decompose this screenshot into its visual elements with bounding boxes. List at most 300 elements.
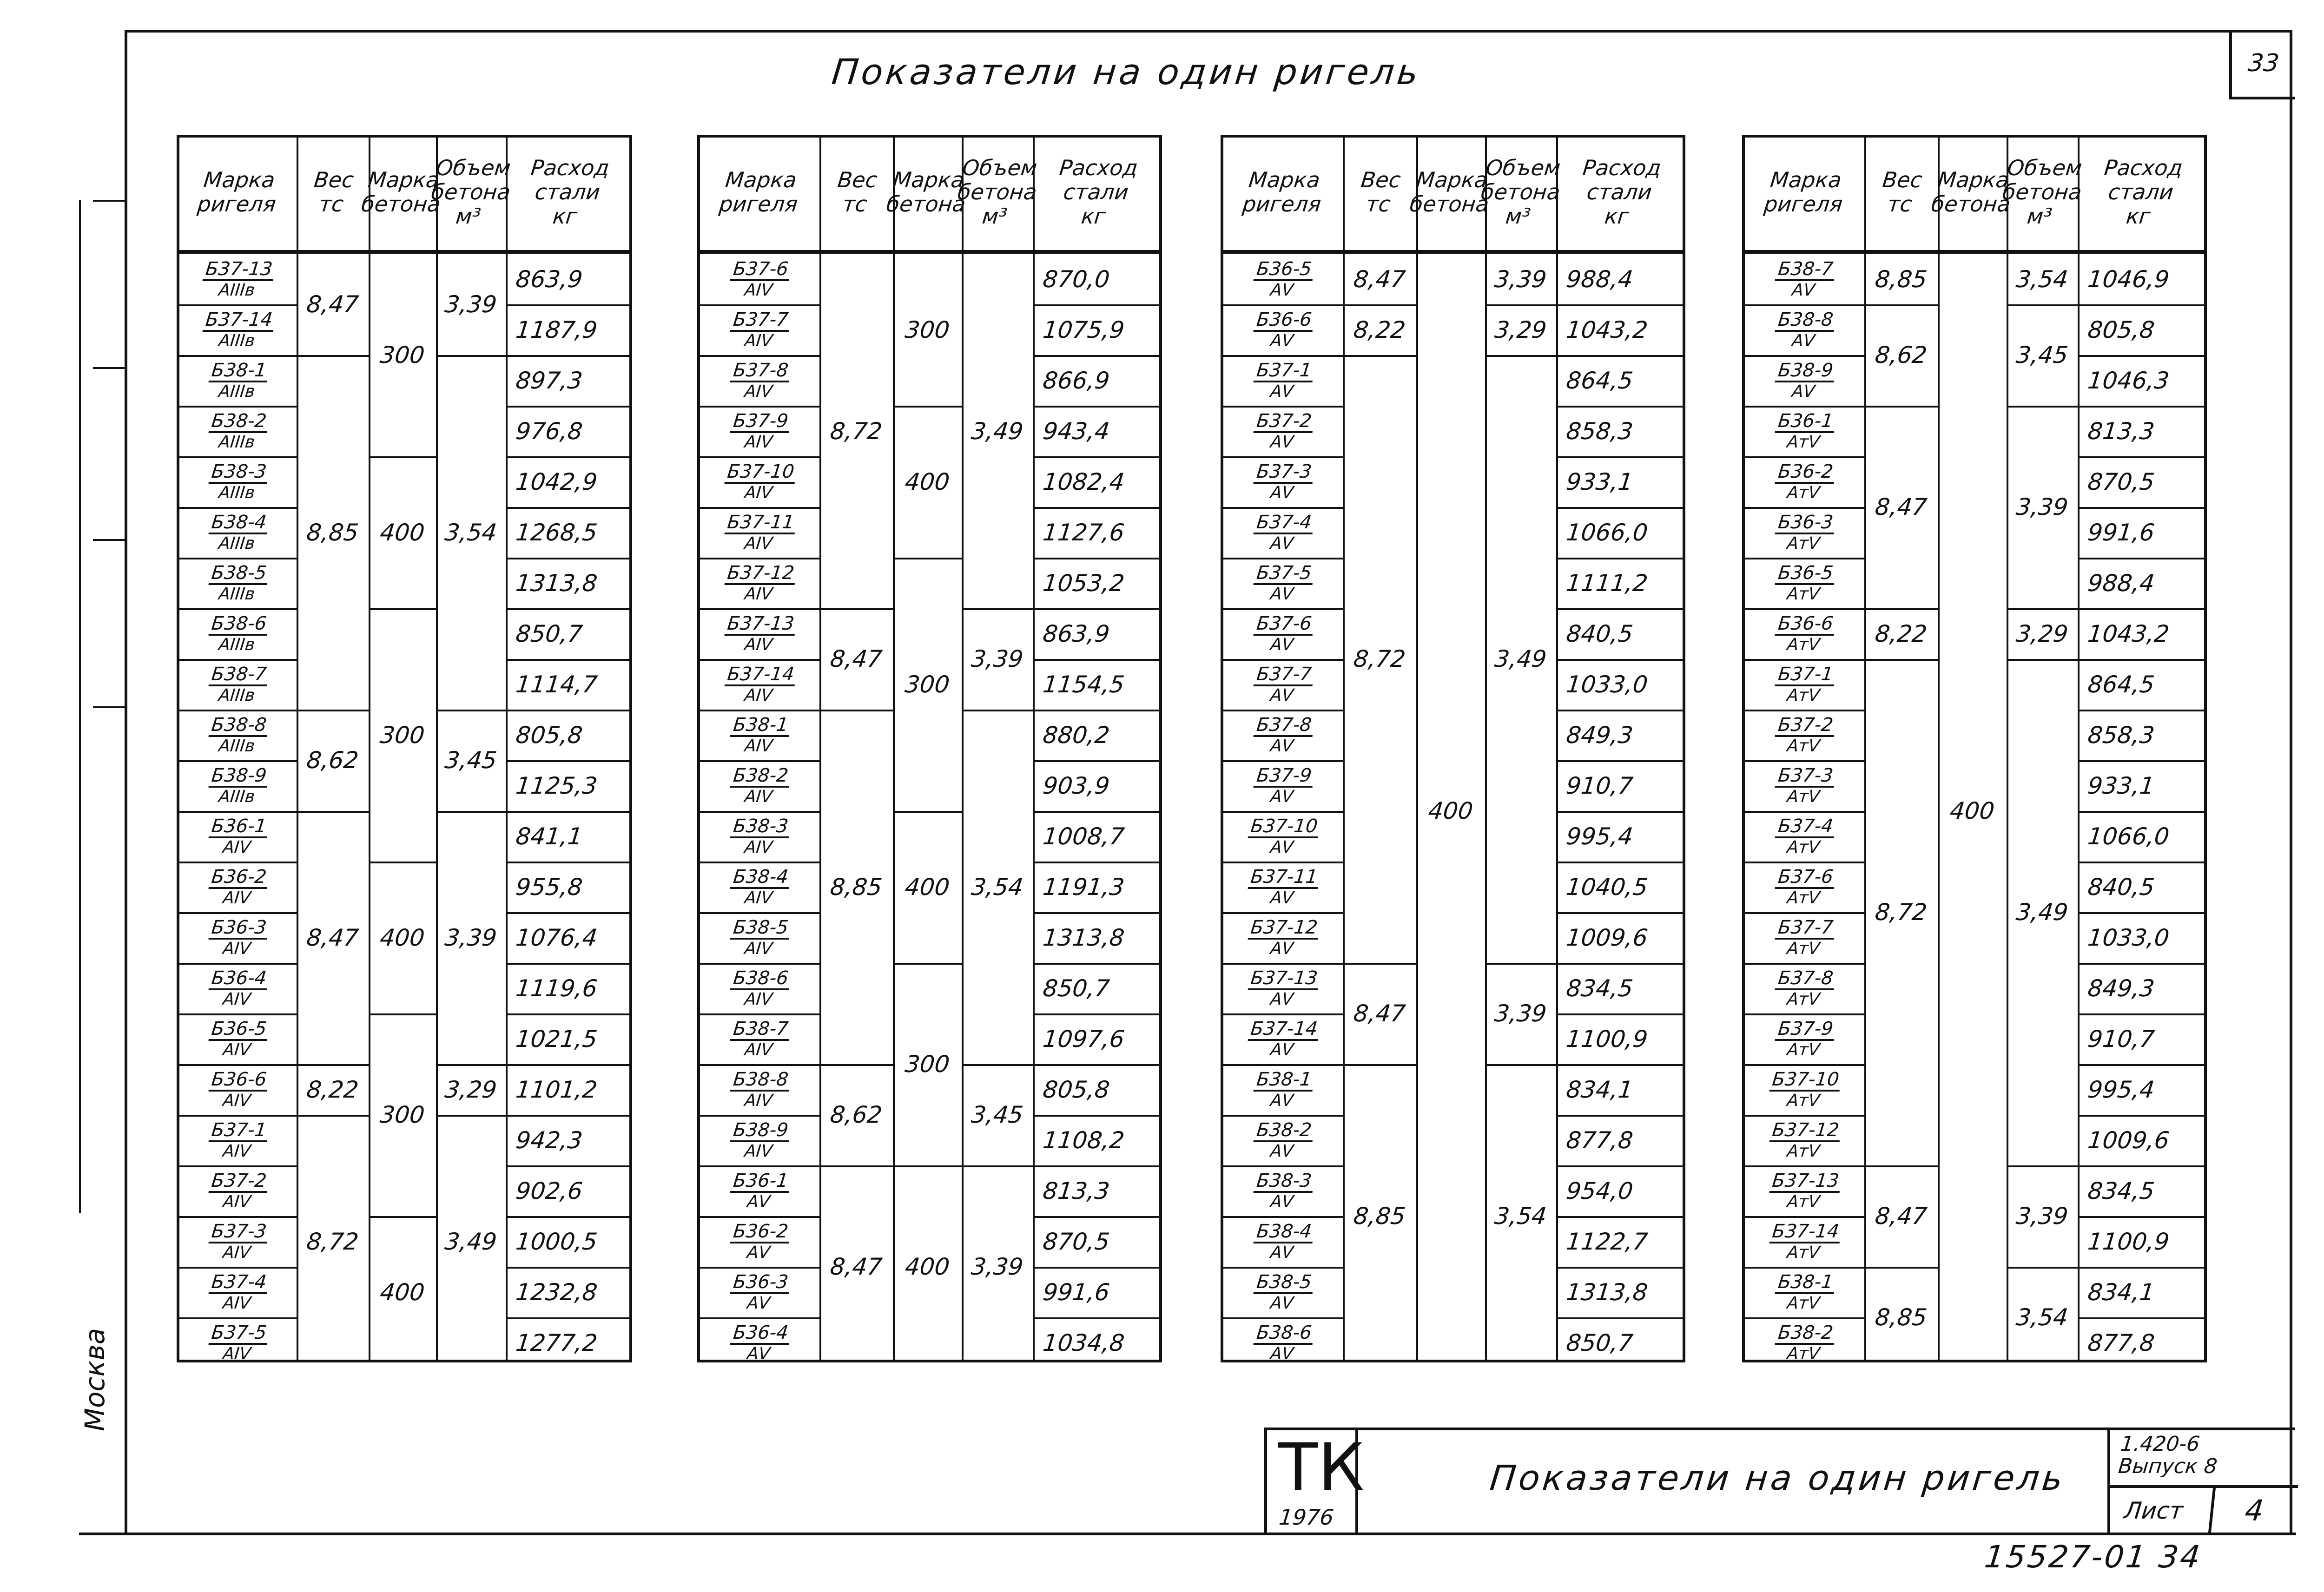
steel-class: АIV <box>222 837 252 857</box>
steel-class: АтV <box>1786 837 1821 857</box>
row-divider <box>700 811 819 813</box>
header-line: Марка <box>1936 167 2011 192</box>
volume-cell: 3,39 <box>970 1253 1025 1280</box>
table-row-mark <box>177 558 299 608</box>
beam-mark: Б38-9 <box>1775 360 1836 382</box>
beam-mark: Б37-2 <box>208 1171 269 1193</box>
header-line: Объем <box>1485 155 1562 180</box>
beam-mark: Б38-2 <box>1254 1120 1314 1142</box>
header-line: Марка <box>891 167 966 192</box>
group-divider <box>2007 1165 2078 1167</box>
row-divider <box>700 507 819 509</box>
table-row-mark <box>1742 1267 1867 1317</box>
beam-mark: Б37-4 <box>1775 816 1836 838</box>
volume-cell: 3,49 <box>1493 645 1548 672</box>
group-divider <box>2007 1267 2078 1269</box>
row-divider <box>1223 355 1343 357</box>
beam-mark: Б37-5 <box>208 1322 269 1345</box>
steel-class: АIV <box>222 1293 252 1313</box>
steel-consumption: 955,8 <box>514 873 584 901</box>
row-divider <box>1556 1165 1683 1167</box>
beam-mark: Б37-9 <box>1775 1019 1836 1041</box>
row-divider <box>179 1267 297 1269</box>
row-divider <box>179 963 297 965</box>
group-divider <box>893 1165 962 1167</box>
sheet-label: Лист <box>2122 1497 2185 1524</box>
group-divider <box>1485 963 1556 965</box>
weight-cell: 8,47 <box>1352 265 1407 293</box>
steel-class: АIV <box>743 1040 774 1059</box>
side-tick <box>93 539 125 541</box>
weight-cell: 8,22 <box>305 1076 360 1103</box>
table-row-mark <box>1221 558 1345 608</box>
steel-consumption: 1033,0 <box>1565 671 1650 698</box>
header-line: бетона <box>1930 191 2012 217</box>
header-line: Марка <box>202 167 277 192</box>
table-row-mark <box>1742 304 1867 355</box>
steel-consumption: 1125,3 <box>514 772 599 799</box>
weight-cell: 8,85 <box>1874 1304 1928 1331</box>
row-divider <box>179 507 297 509</box>
volume-cell: 3,49 <box>2014 899 2070 926</box>
steel-consumption: 1187,9 <box>514 316 599 343</box>
table-row-mark <box>1221 963 1345 1013</box>
steel-consumption: 1066,0 <box>2086 822 2171 850</box>
group-divider <box>893 963 962 965</box>
row-divider <box>1556 760 1683 762</box>
group-divider <box>369 1216 436 1218</box>
table-row-mark <box>1221 254 1345 304</box>
steel-consumption: 1277,2 <box>514 1329 599 1356</box>
header-line: Расход <box>2103 155 2184 180</box>
row-divider <box>506 1267 629 1269</box>
header-line: тс <box>841 191 869 217</box>
group-divider <box>819 710 893 711</box>
row-divider <box>2078 507 2204 509</box>
weight-cell: 8,62 <box>1874 342 1928 368</box>
group-divider <box>1343 355 1416 357</box>
row-divider <box>1033 1165 1159 1167</box>
row-divider <box>700 710 819 711</box>
table-row-mark <box>1742 710 1867 760</box>
row-divider <box>506 507 629 509</box>
steel-consumption: 864,5 <box>2086 671 2156 698</box>
steel-class: АV <box>1791 280 1816 300</box>
beam-mark: Б37-14 <box>203 309 276 332</box>
header-line: стали <box>534 179 601 204</box>
steel-class: АV <box>1269 1192 1294 1211</box>
beam-mark: Б36-2 <box>730 1221 791 1243</box>
beam-mark: Б37-8 <box>1775 968 1836 990</box>
table-row-mark <box>1742 507 1867 558</box>
row-divider <box>179 710 297 711</box>
header-mark <box>694 138 825 246</box>
beam-mark: Б37-13 <box>1769 1171 1842 1193</box>
group-divider <box>1864 659 1938 661</box>
volume-cell: 3,39 <box>443 291 498 318</box>
row-divider <box>1223 406 1343 408</box>
header-line: ригеля <box>1241 191 1322 217</box>
steel-consumption: 866,9 <box>1041 367 1111 394</box>
frame-bottom-line <box>79 1533 2296 1535</box>
beam-mark: Б38-1 <box>208 360 269 382</box>
beam-mark: Б38-3 <box>1254 1171 1314 1193</box>
steel-class: АIIIв <box>218 382 256 401</box>
steel-consumption: 1127,6 <box>1041 519 1126 546</box>
steel-consumption: 1100,9 <box>1565 1025 1650 1053</box>
row-divider <box>506 456 629 458</box>
header-concrete <box>360 138 442 246</box>
sheet-number-box <box>2229 30 2295 99</box>
row-divider <box>179 304 297 306</box>
series-code <box>2117 1433 2221 1478</box>
row-divider <box>1556 963 1683 965</box>
beam-mark: Б37-13 <box>203 259 276 281</box>
beam-mark: Б36-1 <box>1775 411 1836 433</box>
table-row-mark <box>1221 456 1345 507</box>
row-divider <box>1745 1165 1864 1167</box>
row-divider <box>2078 1267 2204 1269</box>
beam-mark: Б36-5 <box>208 1019 269 1041</box>
row-divider <box>506 912 629 914</box>
table-row-mark <box>697 456 822 507</box>
concrete-cell: 300 <box>904 671 951 698</box>
row-divider <box>1223 1115 1343 1117</box>
page-title: Показатели на один ригель <box>830 51 1423 92</box>
steel-consumption: 1119,6 <box>514 974 599 1002</box>
row-divider <box>179 1013 297 1015</box>
row-divider <box>506 1013 629 1015</box>
beam-mark: Б36-4 <box>208 968 269 990</box>
steel-consumption: 933,1 <box>1565 468 1635 495</box>
header-line: Расход <box>529 155 611 180</box>
row-divider <box>506 608 629 610</box>
publisher-logo-box <box>1267 1430 1364 1533</box>
row-divider <box>1556 1013 1683 1015</box>
header-steel <box>1551 138 1689 246</box>
row-divider <box>506 406 629 408</box>
header-line: м³ <box>981 204 1009 229</box>
header-line: кг <box>1080 204 1107 229</box>
steel-consumption: 897,3 <box>514 367 584 394</box>
beam-mark: Б38-8 <box>1775 309 1836 332</box>
steel-class: АIV <box>222 1344 252 1363</box>
volume-cell: 3,29 <box>443 1076 498 1103</box>
group-divider <box>1343 304 1416 306</box>
steel-consumption: 1082,4 <box>1041 468 1126 495</box>
group-divider <box>1485 355 1556 357</box>
steel-consumption: 995,4 <box>1565 822 1635 850</box>
row-divider <box>1033 963 1159 965</box>
volume-cell: 3,54 <box>2014 265 2070 293</box>
beam-mark: Б38-6 <box>1254 1322 1314 1345</box>
steel-class: АтV <box>1786 685 1821 705</box>
steel-consumption: 1033,0 <box>2086 924 2171 951</box>
table-row-mark <box>177 456 299 507</box>
table-row-mark <box>1742 862 1867 912</box>
row-divider <box>700 406 819 408</box>
steel-class: АV <box>1269 685 1294 705</box>
row-divider <box>179 1165 297 1167</box>
steel-consumption: 849,3 <box>1565 721 1635 749</box>
beam-mark: Б37-11 <box>724 512 797 534</box>
steel-class: АтV <box>1786 1091 1821 1110</box>
steel-class: АтV <box>1786 888 1821 908</box>
steel-consumption: 1009,6 <box>1565 924 1650 951</box>
beam-mark: Б38-5 <box>730 917 791 940</box>
row-divider <box>2078 456 2204 458</box>
archive-number: 15527-01 34 <box>1982 1539 2204 1575</box>
steel-consumption: 910,7 <box>1565 772 1635 799</box>
beam-mark: Б37-3 <box>1254 461 1314 484</box>
header-line: кг <box>551 204 579 229</box>
beam-mark: Б38-4 <box>208 512 269 534</box>
row-divider <box>1223 608 1343 610</box>
table-row-mark <box>1221 1115 1345 1165</box>
table-row-mark <box>177 254 299 304</box>
beam-mark: Б36-6 <box>1254 309 1314 332</box>
row-divider <box>1556 912 1683 914</box>
row-divider <box>700 912 819 914</box>
row-divider <box>506 1064 629 1066</box>
volume-cell: 3,49 <box>970 417 1025 445</box>
header-line: Марка <box>1769 167 1843 192</box>
group-divider <box>436 710 506 711</box>
row-divider <box>1033 1064 1159 1066</box>
table-row-mark <box>1221 659 1345 710</box>
steel-consumption: 1009,6 <box>2086 1126 2171 1154</box>
table-header <box>1223 138 1683 254</box>
row-divider <box>179 760 297 762</box>
steel-consumption: 1046,3 <box>2086 367 2171 394</box>
header-line: Расход <box>1581 155 1663 180</box>
row-divider <box>1033 1216 1159 1218</box>
side-strip-line <box>79 200 81 1213</box>
header-mark <box>1218 138 1349 246</box>
steel-class: АIV <box>222 1141 252 1161</box>
table-row-mark <box>177 1115 299 1165</box>
group-divider <box>369 608 436 610</box>
beam-mark: Б38-6 <box>730 968 791 990</box>
group-divider <box>819 1064 893 1066</box>
weight-cell: 8,62 <box>305 747 360 774</box>
steel-class: АтV <box>1786 1293 1821 1313</box>
steel-class: АIV <box>743 736 774 756</box>
steel-consumption: 910,7 <box>2086 1025 2156 1053</box>
group-divider <box>819 608 893 610</box>
beam-mark: Б37-2 <box>1254 411 1314 433</box>
header-weight <box>814 138 899 246</box>
group-divider <box>962 1165 1033 1167</box>
steel-consumption: 933,1 <box>2086 772 2156 799</box>
steel-consumption: 976,8 <box>514 417 584 445</box>
weight-cell: 8,85 <box>1874 265 1928 293</box>
weight-cell: 8,72 <box>829 417 884 445</box>
row-divider <box>179 355 297 357</box>
header-weight <box>1337 138 1422 246</box>
volume-cell: 3,54 <box>443 519 498 546</box>
weight-cell: 8,62 <box>829 1101 884 1128</box>
steel-class: АтV <box>1786 939 1821 958</box>
steel-class: АIV <box>743 837 774 857</box>
row-divider <box>179 1064 297 1066</box>
steel-class: АIV <box>743 483 774 502</box>
beam-mark: Б38-7 <box>208 664 269 686</box>
steel-consumption: 1053,2 <box>1041 569 1126 597</box>
row-divider <box>1745 1317 1864 1319</box>
tk-logo: ТК <box>1278 1430 1364 1506</box>
table-row-mark <box>177 760 299 811</box>
steel-consumption: 1034,8 <box>1041 1329 1126 1356</box>
steel-consumption: 942,3 <box>514 1126 584 1154</box>
steel-consumption: 864,5 <box>1565 367 1635 394</box>
table-row-mark <box>1742 912 1867 963</box>
table-row-mark <box>1742 811 1867 862</box>
weight-cell: 8,47 <box>829 1253 884 1280</box>
beam-mark: Б38-9 <box>208 765 269 788</box>
steel-class: АV <box>1269 483 1294 502</box>
steel-class: АIV <box>743 280 774 300</box>
beam-mark: Б37-1 <box>1775 664 1836 686</box>
header-line: бетона <box>2001 179 2083 204</box>
steel-consumption: 1108,2 <box>1041 1126 1126 1154</box>
steel-class: АIV <box>743 939 774 958</box>
row-divider <box>506 659 629 661</box>
concrete-cell: 400 <box>904 1253 951 1280</box>
steel-class: АV <box>1269 736 1294 756</box>
steel-consumption: 834,1 <box>2086 1278 2156 1306</box>
steel-class: АV <box>1269 1293 1294 1313</box>
steel-class: АIV <box>222 1192 252 1211</box>
table-row-mark <box>697 304 822 355</box>
table-row-mark <box>697 1317 822 1368</box>
steel-consumption: 1114,7 <box>514 671 599 698</box>
row-divider <box>506 1317 629 1319</box>
table-row-mark <box>177 507 299 558</box>
volume-cell: 3,39 <box>1493 265 1548 293</box>
beam-mark: Б36-5 <box>1254 259 1314 281</box>
steel-class: АтV <box>1786 635 1821 654</box>
steel-consumption: 849,3 <box>2086 974 2156 1002</box>
table-row-mark <box>177 1267 299 1317</box>
steel-class: АIIIв <box>218 432 256 452</box>
steel-class: АIV <box>743 533 774 553</box>
steel-class: АIIIв <box>218 685 256 705</box>
row-divider <box>1223 456 1343 458</box>
volume-cell: 3,54 <box>2014 1304 2070 1331</box>
header-line: Объем <box>961 155 1038 180</box>
steel-class: АV <box>1791 331 1816 350</box>
table-row-mark <box>1742 659 1867 710</box>
header-steel <box>1027 138 1165 246</box>
row-divider <box>1556 659 1683 661</box>
row-divider <box>1556 1115 1683 1117</box>
group-divider <box>1864 304 1938 306</box>
row-divider <box>1223 1267 1343 1269</box>
row-divider <box>1745 811 1864 813</box>
steel-consumption: 870,0 <box>1041 265 1111 293</box>
indicators-table-2 <box>697 135 1162 1362</box>
row-divider <box>1033 1013 1159 1015</box>
table-row-mark <box>1742 1317 1867 1368</box>
publication-year: 1976 <box>1278 1505 1335 1530</box>
table-row-mark <box>697 963 822 1013</box>
weight-cell: 8,47 <box>1352 1000 1407 1027</box>
row-divider <box>506 558 629 559</box>
steel-class: АIV <box>743 787 774 806</box>
table-row-mark <box>697 1115 822 1165</box>
beam-mark: Б37-1 <box>1254 360 1314 382</box>
title-block-title: Показатели на один ригель <box>1488 1458 2067 1498</box>
row-divider <box>506 862 629 863</box>
steel-consumption: 850,7 <box>1041 974 1111 1002</box>
table-row-mark <box>1221 1064 1345 1115</box>
concrete-cell: 400 <box>378 924 426 951</box>
steel-consumption: 995,4 <box>2086 1076 2156 1103</box>
row-divider <box>1556 1267 1683 1269</box>
row-divider <box>1745 862 1864 863</box>
steel-consumption: 988,4 <box>1565 265 1635 293</box>
row-divider <box>506 1115 629 1117</box>
steel-consumption: 1076,4 <box>514 924 599 951</box>
table-row-mark <box>697 254 822 304</box>
beam-mark: Б37-8 <box>1254 715 1314 737</box>
beam-mark: Б37-7 <box>1775 917 1836 940</box>
steel-class: АтV <box>1786 1141 1821 1161</box>
steel-class: АIV <box>743 685 774 705</box>
header-line: кг <box>1603 204 1631 229</box>
steel-class: АIIIв <box>218 533 256 553</box>
steel-consumption: 880,2 <box>1041 721 1111 749</box>
beam-mark: Б37-3 <box>1775 765 1836 788</box>
beam-mark: Б37-14 <box>1769 1221 1842 1243</box>
beam-mark: Б38-4 <box>1254 1221 1314 1243</box>
row-divider <box>2078 1165 2204 1167</box>
header-line: м³ <box>2026 204 2053 229</box>
beam-mark: Б37-13 <box>724 613 797 636</box>
row-divider <box>1223 760 1343 762</box>
table-row-mark <box>1742 760 1867 811</box>
beam-mark: Б37-14 <box>724 664 797 686</box>
volume-cell: 3,29 <box>2014 620 2070 647</box>
group-divider <box>962 1064 1033 1066</box>
concrete-cell: 300 <box>378 1101 426 1128</box>
row-divider <box>1033 1267 1159 1269</box>
steel-consumption: 1000,5 <box>514 1228 599 1255</box>
header-concrete <box>1932 138 2013 246</box>
beam-mark: Б37-11 <box>1248 867 1320 889</box>
header-line: Марка <box>366 167 441 192</box>
steel-class: АтV <box>1786 1243 1821 1262</box>
steel-class: АIIIв <box>218 635 256 654</box>
table-row-mark <box>1742 1165 1867 1216</box>
row-divider <box>1223 1013 1343 1015</box>
row-divider <box>700 1267 819 1269</box>
title-block-right <box>2107 1430 2295 1533</box>
steel-consumption: 1008,7 <box>1041 822 1126 850</box>
weight-cell: 8,72 <box>1874 899 1928 926</box>
steel-class: АтV <box>1786 989 1821 1009</box>
row-divider <box>1223 1064 1343 1066</box>
steel-consumption: 1154,5 <box>1041 671 1126 698</box>
header-line: Расход <box>1058 155 1139 180</box>
beam-mark: Б38-8 <box>208 715 269 737</box>
steel-class: АV <box>746 1243 771 1262</box>
row-divider <box>1223 1216 1343 1218</box>
beam-mark: Б38-1 <box>1254 1069 1314 1092</box>
group-divider <box>2007 608 2078 610</box>
beam-mark: Б37-9 <box>1254 765 1314 788</box>
